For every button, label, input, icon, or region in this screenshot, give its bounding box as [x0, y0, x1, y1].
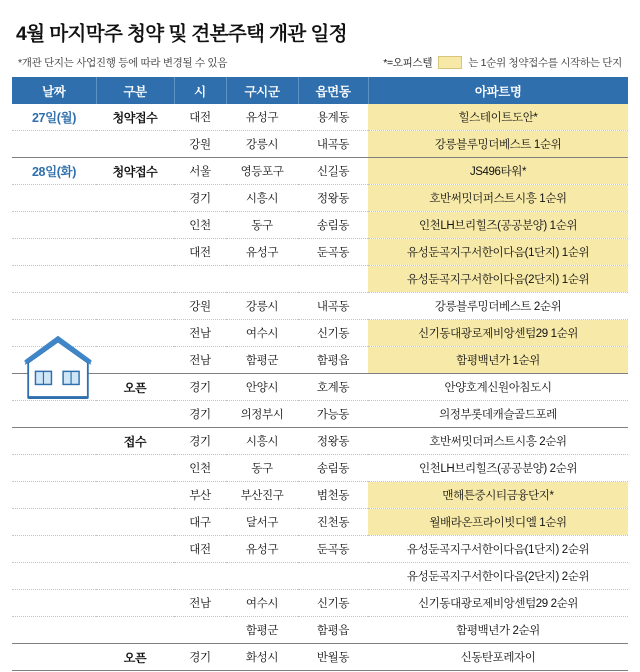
- cell-si: 서울: [174, 158, 226, 185]
- cell-apt: 인천LH브리힐즈(공공분양) 2순위: [368, 455, 628, 482]
- cell-gu: 동구: [226, 212, 298, 239]
- table-row: [12, 266, 628, 293]
- cell-si: 인천: [174, 212, 226, 239]
- cell-date: [12, 617, 96, 644]
- cell-apt: 유성둔곡지구서한이다음(1단지) 2순위: [368, 536, 628, 563]
- cell-si: 대전: [174, 239, 226, 266]
- table-header-row: [12, 77, 628, 104]
- cell-si: 경기: [174, 428, 226, 455]
- cell-si: 강원: [174, 293, 226, 320]
- cell-date: [12, 563, 96, 590]
- cell-type: [96, 293, 174, 320]
- cell-gu: 시흥시: [226, 428, 298, 455]
- cell-si: 경기: [174, 401, 226, 428]
- cell-si: 전남: [174, 320, 226, 347]
- cell-dong: 진천동: [298, 509, 368, 536]
- col-header-gu: 구시군: [226, 77, 298, 104]
- table-row: [12, 320, 628, 347]
- cell-date: 27일(월): [12, 104, 96, 131]
- page-title: 4월 마지막주 청약 및 견본주택 개관 일정: [16, 23, 347, 45]
- cell-date: [12, 131, 96, 158]
- cell-type: [96, 455, 174, 482]
- cell-gu: 여수시: [226, 320, 298, 347]
- cell-si: [174, 617, 226, 644]
- cell-apt: JS496타워*: [368, 158, 628, 185]
- cell-dong: 용계동: [298, 104, 368, 131]
- cell-type: [96, 590, 174, 617]
- col-header-type: 구분: [96, 77, 174, 104]
- table-row: [12, 104, 628, 131]
- cell-dong: 범천동: [298, 482, 368, 509]
- cell-date: [12, 266, 96, 293]
- cell-dong: 호계동: [298, 374, 368, 401]
- cell-apt: 강릉블루밍더베스트 1순위: [368, 131, 628, 158]
- table-row: [12, 347, 628, 374]
- cell-apt: 함평백년가 2순위: [368, 617, 628, 644]
- table-row: [12, 536, 628, 563]
- schedule-table-wrapper: [12, 77, 628, 671]
- table-row: [12, 374, 628, 401]
- note-left: *개관 단지는 사업진행 등에 따라 변경될 수 있음: [18, 57, 228, 69]
- cell-dong: [298, 563, 368, 590]
- col-header-date: 날짜: [12, 77, 96, 104]
- schedule-table: [12, 77, 628, 671]
- cell-gu: 강릉시: [226, 131, 298, 158]
- cell-gu: 달서구: [226, 509, 298, 536]
- cell-type: [96, 482, 174, 509]
- cell-apt: 유성둔곡지구서한이다음(2단지) 1순위: [368, 266, 628, 293]
- cell-type: [96, 239, 174, 266]
- cell-type: [96, 509, 174, 536]
- cell-dong: 신기동: [298, 590, 368, 617]
- cell-dong: 송림동: [298, 212, 368, 239]
- table-row: [12, 563, 628, 590]
- cell-gu: 유성구: [226, 104, 298, 131]
- cell-gu: 유성구: [226, 536, 298, 563]
- cell-type: 청약접수: [96, 104, 174, 131]
- cell-date: [12, 644, 96, 671]
- cell-apt: 강릉블루밍더베스트 2순위: [368, 293, 628, 320]
- cell-dong: 내곡동: [298, 293, 368, 320]
- cell-apt: 의정부롯데캐슬골드포레: [368, 401, 628, 428]
- cell-date: [12, 185, 96, 212]
- cell-si: 대전: [174, 536, 226, 563]
- table-row: [12, 590, 628, 617]
- table-row: [12, 239, 628, 266]
- cell-date: [12, 401, 96, 428]
- cell-date: [12, 212, 96, 239]
- cell-apt: 신기동대광로제비앙센텀29 2순위: [368, 590, 628, 617]
- cell-dong: 송림동: [298, 455, 368, 482]
- cell-type: [96, 617, 174, 644]
- table-row: [12, 482, 628, 509]
- cell-dong: 반월동: [298, 644, 368, 671]
- cell-type: [96, 266, 174, 293]
- cell-gu: 함평군: [226, 347, 298, 374]
- cell-si: 전남: [174, 590, 226, 617]
- legend-star-text: *=오피스텔: [383, 57, 433, 69]
- cell-date: [12, 509, 96, 536]
- table-row: [12, 212, 628, 239]
- cell-dong: 함평읍: [298, 617, 368, 644]
- cell-gu: 시흥시: [226, 185, 298, 212]
- col-header-si: 시: [174, 77, 226, 104]
- cell-si: 부산: [174, 482, 226, 509]
- table-row: [12, 617, 628, 644]
- cell-type: [96, 185, 174, 212]
- cell-gu: 유성구: [226, 239, 298, 266]
- cell-dong: 신기동: [298, 320, 368, 347]
- cell-si: 경기: [174, 644, 226, 671]
- table-header: [12, 77, 628, 104]
- cell-apt: 맨해튼중시티금융단지*: [368, 482, 628, 509]
- cell-gu: 의정부시: [226, 401, 298, 428]
- cell-apt: 월배라온프라이빗디엘 1순위: [368, 509, 628, 536]
- cell-apt: 호반써밋더퍼스트시흥 2순위: [368, 428, 628, 455]
- cell-si: 대전: [174, 104, 226, 131]
- cell-type: [96, 536, 174, 563]
- cell-dong: 둔곡동: [298, 239, 368, 266]
- legend-color-swatch: [438, 56, 462, 69]
- table-row: [12, 401, 628, 428]
- cell-dong: 정왕동: [298, 185, 368, 212]
- table-row: [12, 644, 628, 671]
- cell-si: 강원: [174, 131, 226, 158]
- cell-type: [96, 347, 174, 374]
- cell-gu: 화성시: [226, 644, 298, 671]
- cell-date: [12, 428, 96, 455]
- cell-apt: 안양호계신원아침도시: [368, 374, 628, 401]
- cell-gu: 안양시: [226, 374, 298, 401]
- cell-si: 전남: [174, 347, 226, 374]
- cell-dong: 정왕동: [298, 428, 368, 455]
- legend-text: 는 1순위 청약접수를 시작하는 단지: [468, 57, 622, 69]
- cell-date: [12, 536, 96, 563]
- cell-si: 인천: [174, 455, 226, 482]
- cell-apt: 유성둔곡지구서한이다음(1단지) 1순위: [368, 239, 628, 266]
- cell-date: [12, 482, 96, 509]
- cell-si: [174, 563, 226, 590]
- cell-si: 경기: [174, 185, 226, 212]
- table-row: [12, 293, 628, 320]
- cell-date: [12, 239, 96, 266]
- cell-type: 청약접수: [96, 158, 174, 185]
- table-row: [12, 131, 628, 158]
- cell-date: [12, 455, 96, 482]
- cell-dong: 내곡동: [298, 131, 368, 158]
- col-header-apt: 아파트명: [368, 77, 628, 104]
- cell-date: [12, 293, 96, 320]
- cell-gu: [226, 563, 298, 590]
- cell-dong: 가능동: [298, 401, 368, 428]
- cell-dong: 함평읍: [298, 347, 368, 374]
- cell-apt: 신기동대광로제비앙센텀29 1순위: [368, 320, 628, 347]
- cell-gu: 강릉시: [226, 293, 298, 320]
- table-row: [12, 428, 628, 455]
- cell-date: 28일(화): [12, 158, 96, 185]
- cell-gu: 영등포구: [226, 158, 298, 185]
- cell-type: 오픈: [96, 644, 174, 671]
- cell-dong: 신길동: [298, 158, 368, 185]
- cell-apt: 호반써밋더퍼스트시흥 1순위: [368, 185, 628, 212]
- cell-si: 경기: [174, 374, 226, 401]
- cell-gu: 함평군: [226, 617, 298, 644]
- cell-type: [96, 320, 174, 347]
- cell-apt: 힐스테이트도안*: [368, 104, 628, 131]
- table-body: [12, 104, 628, 671]
- cell-apt: 유성둔곡지구서한이다음(2단지) 2순위: [368, 563, 628, 590]
- table-row: [12, 455, 628, 482]
- cell-type: 오픈: [96, 374, 174, 401]
- cell-gu: 부산진구: [226, 482, 298, 509]
- cell-dong: [298, 266, 368, 293]
- house-illustration-icon: [18, 330, 98, 404]
- cell-type: [96, 212, 174, 239]
- cell-type: [96, 131, 174, 158]
- cell-apt: 신동탄포레자이: [368, 644, 628, 671]
- table-row: [12, 158, 628, 185]
- cell-gu: 동구: [226, 455, 298, 482]
- cell-gu: [226, 266, 298, 293]
- cell-dong: 둔곡동: [298, 536, 368, 563]
- table-row: [12, 185, 628, 212]
- cell-apt: 함평백년가 1순위: [368, 347, 628, 374]
- cell-si: [174, 266, 226, 293]
- notes-row: [18, 55, 622, 70]
- cell-type: [96, 563, 174, 590]
- cell-date: [12, 590, 96, 617]
- cell-apt: 인천LH브리힐즈(공공분양) 1순위: [368, 212, 628, 239]
- table-row: [12, 509, 628, 536]
- legend: [383, 55, 622, 70]
- cell-si: 대구: [174, 509, 226, 536]
- cell-type: [96, 401, 174, 428]
- col-header-dong: 읍면동: [298, 77, 368, 104]
- cell-gu: 여수시: [226, 590, 298, 617]
- cell-type: 접수: [96, 428, 174, 455]
